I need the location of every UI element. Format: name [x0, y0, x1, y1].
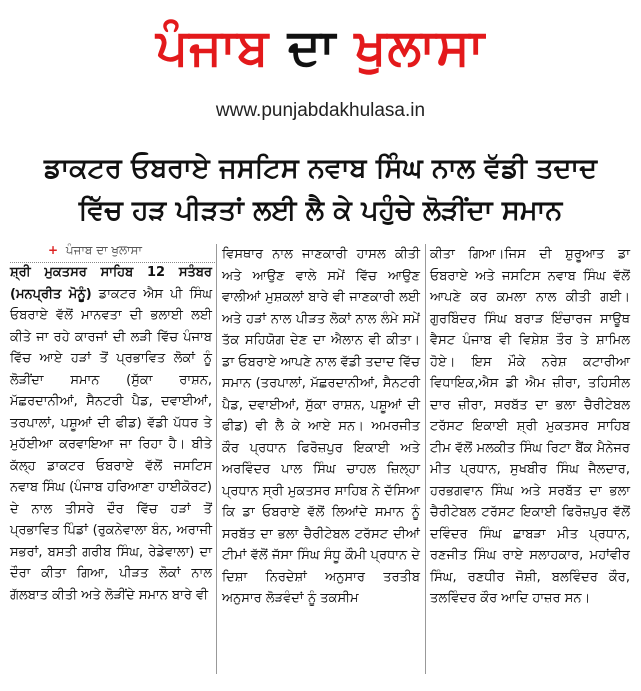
website-url[interactable]: www.punjabdakhulasa.in — [215, 100, 426, 121]
article-headline — [0, 148, 641, 232]
title-word-da: ਦਾ — [287, 18, 337, 76]
article-dateline: ਸ਼੍ਰੀ ਮੁਕਤਸਰ ਸਾਹਿਬ 12 ਸਤੰਬਰ (ਮਨਪ੍ਰੀਤ ਮੋਨੂੰ) — [10, 265, 212, 302]
headline-line-1: ਡਾਕਟਰ ਓਬਰਾਏ ਜਸਟਿਸ ਨਵਾਬ ਸਿੰਘ ਨਾਲ ਵੱਡੀ ਤਦਾਦ — [43, 153, 597, 184]
article-column-3 — [430, 244, 630, 610]
article-text-3: ਕੀਤਾ ਗਿਆ।ਜਿਸ ਦੀ ਸ਼ੁਰੂਆਤ ਡਾ ਓਬਰਾਏ ਅਤੇ ਜਸਟਿਸ ਨਵਾਬ ਸਿੰਘ ਵੱਲੋਂ ਆਪਣੇ ਕਰ ਕਮਲਾ ਨਾਲ ਕੀਤੀ ਗਈ। ਗੁਰਬਿੰਦਰ ਸਿੰਘ ਬਰਾੜ ਇੰਚਾਰਜ ਸਾਊਥ ਵੈਸਟ ਪੰਜਾਬ ਵੀ ਵਿਸ਼ੇਸ਼ ਤੌਰ ਤੇ ਸ਼ਾਮਿਲ ਹੋਏ। ਇਸ ਮੌਕੇ ਨਰੇਸ਼ ਕਟਾਰੀਆ ਵਿਧਾਇਕ,ਐਸ ਡੀ ਐਮ ਜ਼ੀਰਾ, ਤਹਿਸੀਲ ਦਾਰ ਜ਼ੀਰਾ, ਸਰਬੱਤ ਦਾ ਭਲਾ ਚੈਰੀਟੇਬਲ ਟਰੱਸਟ ਇਕਾਈ ਸ਼੍ਰੀ ਮੁਕਤਸਰ ਸਾਹਿਬ ਟੀਮ ਵੱਲੋਂ ਮਲਕੀਤ ਸਿੰਘ ਰਿਟਾ ਬੈਂਕ ਮੈਨੇਜਰ ਮੀਤ ਪ੍ਰਧਾਨ, ਸੁਖਬੀਰ ਸਿੰਘ ਜੈਲਦਾਰ, ਹਰਭਗਵਾਨ ਸਿੰਘ ਅਤੇ ਸਰਬੱਤ ਦਾ ਭਲਾ ਚੈਰੀਟੇਬਲ ਟਰੱਸਟ ਇਕਾਈ ਫਿਰੋਜ਼ਪੁਰ ਵੱਲੋਂ ਦਵਿੰਦਰ ਸਿੰਘ ਛਾਬੜਾ ਮੀਤ ਪ੍ਰਧਾਨ, ਰਣਜੀਤ ਸਿੰਘ ਰਾਏ ਸਲਾਹਕਾਰ, ਮਹਾਂਵੀਰ ਸਿੰਘ, ਰਣਧੀਰ ਜੋਸ਼ੀ, ਬਲਵਿੰਦਰ ਕੌਰ, ਤਲਵਿੰਦਰ ਕੌਰ ਆਦਿ ਹਾਜ਼ਰ ਸਨ। — [430, 247, 630, 606]
title-word-khulasa: ਖੁਲਾਸਾ — [354, 18, 486, 76]
title-word-punjab: ਪੰਜਾਬ — [155, 18, 270, 76]
newspaper-title — [0, 12, 641, 82]
column-divider — [216, 244, 217, 674]
headline-line-2: ਵਿੱਚ ਹੜ ਪੀੜਤਾਂ ਲਈ ਲੈ ਕੇ ਪਹੁੰਚੇ ਲੋੜੀਂਦਾ ਸਮਾਨ — [78, 195, 563, 226]
article-text-2: ਵਿਸਥਾਰ ਨਾਲ ਜਾਣਕਾਰੀ ਹਾਸਲ ਕੀਤੀ ਅਤੇ ਆਉਣ ਵਾਲੇ ਸਮੇਂ ਵਿੱਚ ਆਉਣ ਵਾਲੀਆਂ ਮੁਸ਼ਕਲਾਂ ਬਾਰੇ ਵੀ ਜਾਣਕਾਰੀ ਲਈ ਅਤੇ ਹੜਾਂ ਨਾਲ ਪੀੜਤ ਲੋਕਾਂ ਨਾਲ ਲੰਮੇ ਸਮੇਂ ਤੱਕ ਸਹਿਯੋਗ ਦੇਣ ਦਾ ਐਲਾਨ ਵੀ ਕੀਤਾ। ਡਾ ਓਬਰਾਏ ਆਪਣੇ ਨਾਲ ਵੱਡੀ ਤਦਾਦ ਵਿੱਚ ਸਮਾਨ (ਤਰਪਾਲਾਂ, ਮੱਛਰਦਾਨੀਆਂ, ਸੈਨਟਰੀ ਪੈਡ, ਦਵਾਈਆਂ, ਸੁੱਕਾ ਰਾਸ਼ਨ, ਪਸ਼ੂਆਂ ਦੀ ਫੀਡ) ਵੀ ਲੈ ਕੇ ਆਏ ਸਨ। ਅਮਰਜੀਤ ਕੌਰ ਪ੍ਰਧਾਨ ਫਿਰੋਜ਼ਪੁਰ ਇਕਾਈ ਅਤੇ ਅਰਵਿੰਦਰ ਪਾਲ ਸਿੰਘ ਚਾਹਲ ਜ਼ਿਲ੍ਹਾ ਪ੍ਰਧਾਨ ਸ੍ਰੀ ਮੁਕਤਸਰ ਸਾਹਿਬ ਨੇ ਦੱਸਿਆ ਕਿ ਡਾ ਓਬਰਾਏ ਵੱਲੋਂ ਲਿਆਂਦੇ ਸਮਾਨ ਨੂੰ ਸਰਬੱਤ ਦਾ ਭਲਾ ਚੈਰੀਟੇਬਲ ਟਰੱਸਟ ਦੀਆਂ ਟੀਮਾਂ ਵੱਲੋਂ ਜੱਸਾ ਸਿੰਘ ਸੰਧੂ ਕੌਮੀ ਪ੍ਰਧਾਨ ਦੇ ਦਿਸ਼ਾ ਨਿਰਦੇਸ਼ਾਂ ਅਨੁਸਾਰ ਤਰਤੀਬ ਅਨੁਸਾਰ ਲੋੜਵੰਦਾਂ ਨੂੰ ਤਕਸੀਮ — [222, 247, 420, 606]
masthead — [0, 12, 641, 82]
section-tag-label: ਪੰਜਾਬ ਦਾ ਖੁਲਾਸਾ — [65, 243, 142, 257]
article-text-1: ਡਾਕਟਰ ਐਸ ਪੀ ਸਿੰਘ ਓਬਰਾਏ ਵੱਲੋਂ ਮਾਨਵਤਾ ਦੀ ਭਲਾਈ ਲਈ ਕੀਤੇ ਜਾ ਰਹੇ ਕਾਰਜਾਂ ਦੀ ਲੜੀ ਵਿੱਚ ਪੰਜਾਬ ਵਿੱਚ ਆਏ ਹੜਾਂ ਤੋਂ ਪ੍ਰਭਾਵਿਤ ਲੋਕਾਂ ਨੂੰ ਲੋੜੀਂਦਾ ਸਮਾਨ (ਸੁੱਕਾ ਰਾਸ਼ਨ, ਮੱਛਰਦਾਨੀਆਂ, ਸੈਨਟਰੀ ਪੈਡ, ਦਵਾਈਆਂ, ਤਰਪਾਲਾਂ, ਪਸ਼ੂਆਂ ਦੀ ਫੀਡ) ਵੱਡੀ ਪੱਧਰ ਤੇ ਮੁਹੱਈਆ ਕਰਵਾਇਆ ਜਾ ਰਿਹਾ ਹੈ। ਬੀਤੇ ਕੱਲ੍ਹ ਡਾਕਟਰ ਓਬਰਾਏ ਵੱਲੋਂ ਜਸਟਿਸ ਨਵਾਬ ਸਿੰਘ (ਪੰਜਾਬ ਹਰਿਆਣਾ ਹਾਈਕੋਰਟ) ਦੇ ਨਾਲ ਤੀਸਰੇ ਦੌਰ ਵਿੱਚ ਹੜਾਂ ਤੋਂ ਪ੍ਰਭਾਵਿਤ ਪਿੰਡਾਂ (ਰੁਕਨੇਵਾਲਾ ਬੰਨ, ਅਰਾਜੀ ਸਭਰਾਂ, ਬਸਤੀ ਗਰੀਬ ਸਿੰਘ, ਰੇਡੇਵਾਲਾ) ਦਾ ਦੌਰਾ ਕੀਤਾ ਗਿਆ, ਪੀੜਤ ਲੋਕਾਂ ਨਾਲ ਗੱਲਬਾਤ ਕੀਤੀ ਅਤੇ ਲੋੜੀਂਦੇ ਸਮਾਨ ਬਾਰੇ ਵੀ — [10, 286, 212, 603]
article-column-1 — [10, 262, 212, 606]
plus-icon: + — [48, 243, 59, 257]
column-divider — [425, 244, 426, 674]
article-column-2 — [222, 244, 420, 610]
section-tag — [48, 243, 142, 258]
